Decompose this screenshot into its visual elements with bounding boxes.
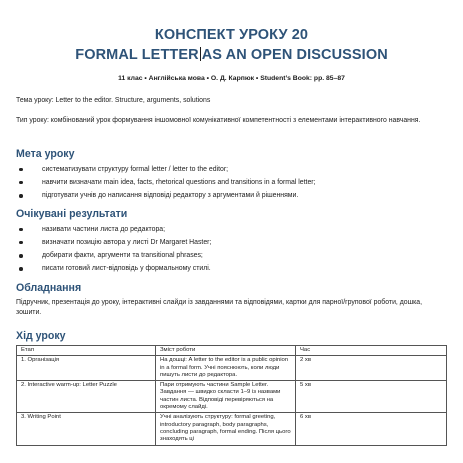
bullet-icon: [19, 181, 23, 185]
bullet-icon: [19, 241, 23, 245]
bullet-icon: [19, 228, 23, 232]
table-row: [17, 413, 447, 445]
stage-cell: 1. Організація: [17, 356, 156, 381]
table-row: [17, 356, 447, 381]
goals-heading: Мета уроку: [16, 148, 75, 160]
equipment-text: Підручник, презентація до уроку, інтерактивні слайди із завданнями та відповідями, картки для парної/групової роботи, дошка, зошити.: [16, 299, 423, 316]
procedure-table: [16, 345, 447, 446]
results-list: [16, 225, 446, 277]
lesson-meta: 11 клас • Англійська мова • О. Д. Карпюк • Student’s Book: pp. 85–87: [118, 75, 345, 82]
column-header-content: Зміст роботи: [156, 346, 296, 356]
goals-list: [16, 165, 446, 204]
title-part-formal-letter: FORMAL LETTER: [75, 47, 199, 63]
procedure-heading: Хід уроку: [16, 330, 66, 342]
bullet-icon: [19, 168, 23, 172]
list-item: систематизувати структуру formal letter / letter to the editor;: [16, 165, 446, 175]
table-row: [17, 381, 447, 413]
title-part-open-discussion: AS AN OPEN DISCUSSION: [201, 47, 388, 63]
document-title-line1: КОНСПЕКТ УРОКУ 20: [154, 27, 309, 43]
stage-cell: 2. Interactive warm-up: Letter Puzzle: [17, 381, 156, 413]
list-item: називати частини листа до редактора;: [16, 225, 446, 235]
time-cell: 5 хв: [296, 381, 447, 413]
table-header-row: [17, 346, 447, 356]
lesson-topic: Тема уроку: Letter to the editor. Structure, arguments, solutions: [16, 97, 211, 104]
lesson-type: Тип уроку: комбінований урок формування іншомовної комунікативної компетентності з елементами інтерактивного навчання.: [16, 117, 421, 124]
content-cell: Учні аналізують структуру: formal greeting, introductory paragraph, body paragraphs, concluding paragraph, formal ending. Після цього знаходять ці: [156, 413, 296, 445]
equipment-heading: Обладнання: [16, 282, 82, 294]
content-cell: На дошці: A letter to the editor is a public opinion in a formal form. Учні пояснюють, коли люди пишуть листи до редактора.: [156, 356, 296, 381]
bullet-icon: [19, 267, 23, 271]
bullet-icon: [19, 194, 23, 198]
stage-cell: 3. Writing Point: [17, 413, 156, 445]
column-header-stage: Етап: [17, 346, 156, 356]
results-heading: Очікувані результати: [16, 208, 128, 220]
bullet-icon: [19, 254, 23, 258]
document-title-line2: [0, 47, 463, 63]
text-cursor[interactable]: [200, 47, 201, 61]
list-item: писати готовий лист-відповідь у формальному стилі.: [16, 264, 446, 274]
column-header-time: Час: [296, 346, 447, 356]
content-cell: Пари отримують частини Sample Letter. Завдання — швидко скласти 1–9 із назвами частин листа. Відповіді перевіряються на окремому слайді.: [156, 381, 296, 413]
list-item: визначати позицію автора у листі Dr Margaret Haster;: [16, 238, 446, 248]
list-item: навчити визначати main idea, facts, rhetorical questions and transitions in a formal letter;: [16, 178, 446, 188]
time-cell: 6 хв: [296, 413, 447, 445]
list-item: добирати факти, аргументи та transitional phrases;: [16, 251, 446, 261]
time-cell: 2 хв: [296, 356, 447, 381]
list-item: підготувати учнів до написання відповіді редактору з аргументами й рішеннями.: [16, 191, 446, 201]
